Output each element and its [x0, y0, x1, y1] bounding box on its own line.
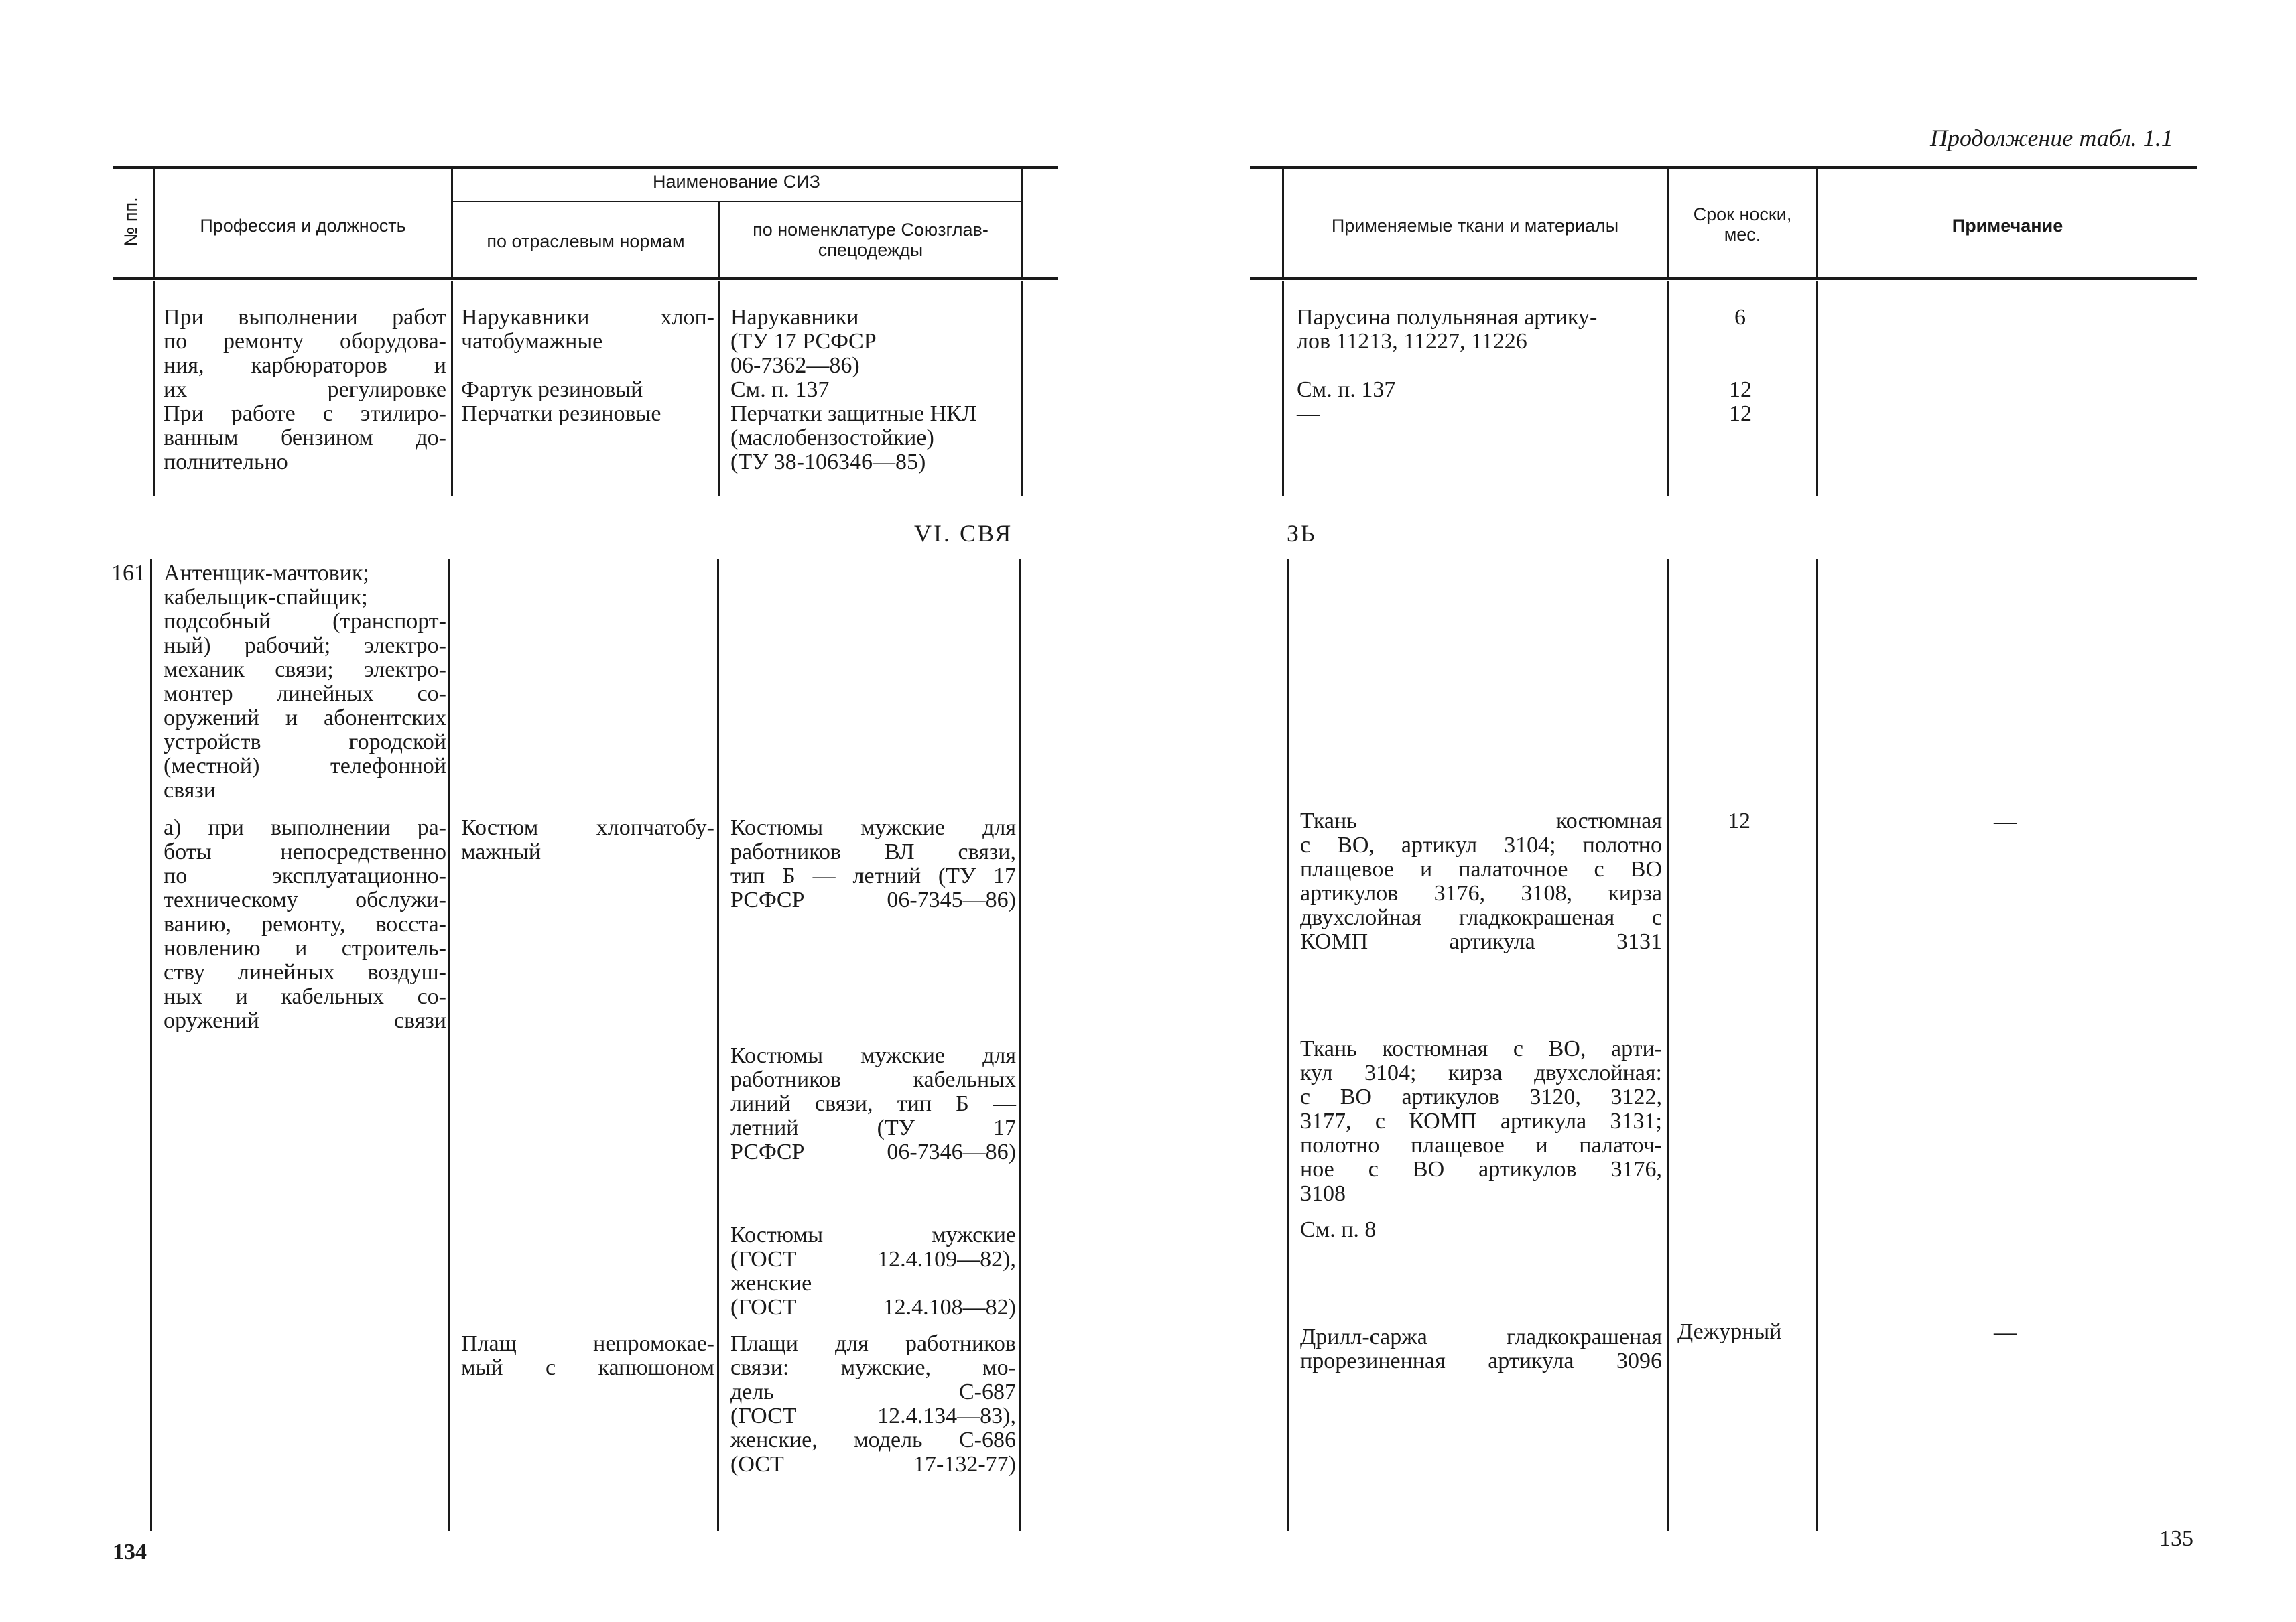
- left-col-divider-4: [1021, 167, 1023, 278]
- left-body2-divider-2: [448, 559, 450, 1531]
- block1-fabric-3: —: [1297, 401, 1320, 426]
- col-header-profession: Профессия и должность: [200, 216, 406, 236]
- left-body2-divider-4: [1019, 559, 1021, 1531]
- block1-period-2: 12: [1729, 377, 1752, 402]
- right-body2-divider-1: [1287, 559, 1289, 1531]
- block1-period-3: 12: [1729, 401, 1752, 426]
- left-body1-divider-2: [451, 281, 453, 496]
- col-header-no: № пп.: [121, 197, 141, 247]
- block2-note-4: —: [1994, 1320, 2017, 1345]
- col-header-by-norms: по отраслевым нормам: [487, 231, 685, 251]
- siz-group-rule: [452, 201, 1022, 202]
- col-header-fabrics: Применяемые ткани и материалы: [1331, 216, 1619, 236]
- block2-profession: Антенщик-мачтовик; кабельщик-спайщик; подсобный (транспорт- ный) рабочий; электро- механик связи; электро- монтер линейных со- оружений и абонентских устройств городской (местной) телефонной связи: [164, 561, 446, 803]
- block1-norm-sleeves: Нарукавники хлоп- чатобумажные: [461, 305, 714, 354]
- block2-period-1: 12: [1728, 809, 1750, 833]
- block1-nom-sleeves: Нарукавники (ТУ 17 РСФСР 06-7362—86): [730, 305, 877, 378]
- continuation-header: Продолжение табл. 1.1: [1930, 125, 2173, 151]
- left-header-bottom-rule: [113, 277, 1058, 280]
- section-title-left: VI. СВЯ: [914, 520, 1013, 547]
- block2-nom-1: Костюмы мужские для работников ВЛ связи, тип Б — летний (ТУ 17 РСФСР 06-7345—86): [730, 815, 1016, 913]
- item-number: 161: [111, 561, 145, 586]
- block2-norm-costume: Костюм хлопчатобу- мажный: [461, 815, 714, 864]
- block2-fab-3: См. п. 8: [1300, 1217, 1377, 1242]
- left-body2-divider-3: [717, 559, 719, 1531]
- left-body1-divider-4: [1021, 281, 1023, 496]
- right-header-bottom-rule: [1250, 277, 2197, 280]
- right-body1-divider-2: [1667, 281, 1669, 496]
- block2-nom-3: Костюмы мужские (ГОСТ 12.4.109—82), женские (ГОСТ 12.4.108—82): [730, 1223, 1016, 1320]
- block1-nom-gloves: Перчатки защитные НКЛ (маслобензостойкие) (ТУ 38-106346—85): [730, 401, 977, 474]
- block1-fabric-2: См. п. 137: [1297, 377, 1396, 402]
- block2-norm-coat: Плащ непромокае- мый с капюшоном: [461, 1331, 714, 1380]
- right-body2-divider-2: [1667, 559, 1669, 1531]
- right-top-rule: [1250, 166, 2197, 169]
- left-col-divider-1: [153, 167, 155, 278]
- block2-note-1: —: [1994, 809, 2017, 834]
- block2-fab-2: Ткань костюмная с ВО, арти- кул 3104; кирза двухслойная: с ВО артикулов 3120, 3122, 3177, с КОМП артикула 3131; полотно плащевое и палаточ- ное с ВО артикулов 3176, 3108: [1300, 1036, 1662, 1206]
- left-body2-divider-1: [150, 559, 152, 1531]
- col-header-wear-period: Срок носки, мес.: [1693, 204, 1792, 245]
- right-body2-divider-3: [1816, 559, 1818, 1531]
- block1-fabric-1: Парусина полульняная артику- лов 11213, 11227, 11226: [1297, 305, 1598, 354]
- block2-sub-a: а) при выполнении ра- боты непосредственно по эксплуатационно- техническому обслужи- ванию, ремонту, восста- новлению и строитель- ству линейных воздуш- ных и кабельных со- оружений связи: [164, 815, 446, 1033]
- block2-period-4: Дежурный: [1677, 1319, 1782, 1344]
- col-header-by-nomenclature: по номенклатуре Союзглав- спецодежды: [753, 220, 988, 260]
- col-header-siz-group: Наименование СИЗ: [653, 172, 820, 192]
- block2-fab-4: Дрилл-саржа гладкокрашеная прорезиненная артикула 3096: [1300, 1325, 1662, 1373]
- block2-nom-4: Плащи для работников связи: мужские, мо- дель С-687 (ГОСТ 12.4.134—83), женские, модель С-686 (ОСТ 17-132-77): [730, 1331, 1016, 1477]
- block1-period-1: 6: [1734, 305, 1746, 330]
- right-body1-divider-3: [1816, 281, 1818, 496]
- col-header-note: Примечание: [1952, 216, 2063, 236]
- page-number-left: 134: [113, 1540, 147, 1564]
- section-title-right: ЗЬ: [1287, 520, 1317, 547]
- block1-norm-apron: Фартук резиновый: [461, 377, 643, 402]
- left-body1-divider-3: [718, 281, 720, 496]
- block1-norm-gloves: Перчатки резиновые: [461, 401, 661, 426]
- page-number-right: 135: [2159, 1526, 2193, 1551]
- right-body1-divider-1: [1282, 281, 1284, 496]
- left-top-rule: [113, 166, 1058, 169]
- block2-fab-1: Ткань костюмная с ВО, артикул 3104; полотно плащевое и палаточное с ВО артикулов 3176, 3108, кирза двухслойная гладкокрашеная с КОМП артикула 3131: [1300, 809, 1662, 954]
- block2-nom-2: Костюмы мужские для работников кабельных линий связи, тип Б — летний (ТУ 17 РСФСР 06-7346—86): [730, 1043, 1016, 1164]
- block1-profession: При выполнении работ по ремонту оборудова- ния, карбюраторов и их регулировке При работе с этилиро- ванным бензином до- полнительно: [164, 305, 446, 474]
- block1-nom-apron: См. п. 137: [730, 377, 830, 402]
- left-body1-divider-1: [153, 281, 155, 496]
